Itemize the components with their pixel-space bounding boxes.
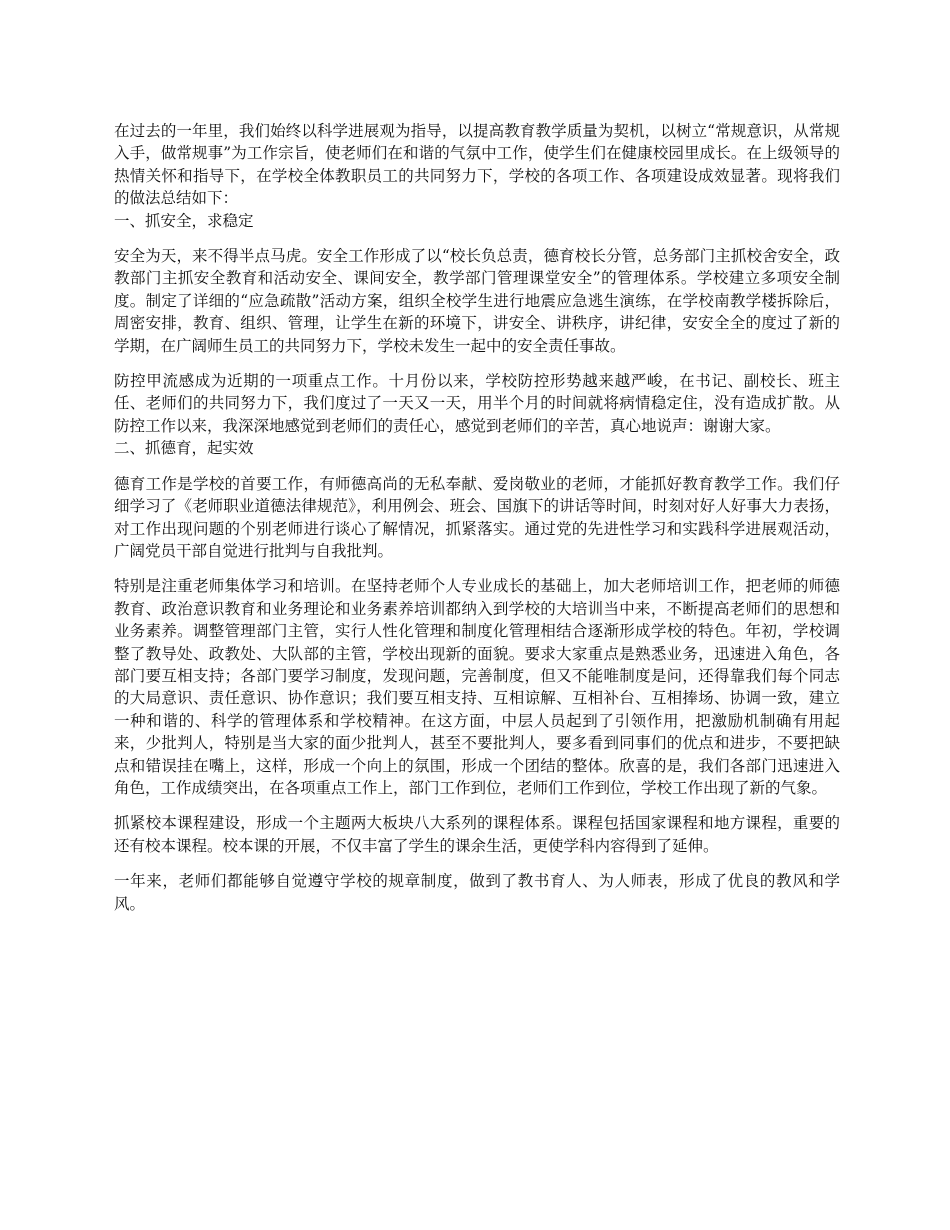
teacher-training-paragraph: 特别是注重老师集体学习和培训。在坚持老师个人专业成长的基础上，加大老师培训工作，把老师的师德教育、政治意识教育和业务理论和业务素养培训都纳入到学校的大培训当中来，不断提高老师们的思想和业务素养。调整管理部门主管，实行人性化管理和制度化管理相结合逐渐形成学校的特色。年初，学校调整了教导处、政教处、大队部的主管，学校出现新的面貌。要求大家重点是熟悉业务，迅速进入角色，各部门要互相支持；各部门要学习制度，发现问题，完善制度，但又不能唯制度是问，还得靠我们每个同志的大局意识、责任意识、协作意识；我们要互相支持、互相谅解、互相补台、互相捧场、协调一致，建立一种和谐的、科学的管理体系和学校精神。在这方面，中层人员起到了引领作用，把激励机制确有用起来，少批判人，特别是当大家的面少批判人，甚至不要批判人，要多看到同事们的优点和进步，不要把缺点和错误挂在嘴上，这样，形成一个向上的氛围，形成一个团结的整体。欣喜的是，我们各部门迅速进入角色，工作成绩突出，在各项重点工作上，部门工作到位，老师们工作到位，学校工作出现了新的气象。 bbox=[114, 577, 840, 797]
section-heading-moral-education: 二、抓德育，起实效 bbox=[114, 439, 254, 458]
section-heading-safety: 一、抓安全，求稳定 bbox=[114, 211, 254, 230]
safety-paragraph: 安全为天，来不得半点马虎。安全工作形成了以“校长负总责，德育校长分管，总务部门主抓校舍安全，政教部门主抓安全教育和活动安全、课间安全，教学部门管理课堂安全”的管理体系。学校建立多项安全制度。制定了详细的“应急疏散”活动方案，组织全校学生进行地震应急逃生演练，在学校南教学楼拆除后，周密安排，教育、组织、管理，让学生在新的环境下，讲安全、讲秩序，讲纪律，安安全全的度过了新的学期，在广阔师生员工的共同努力下，学校未发生一起中的安全责任事故。 bbox=[114, 247, 840, 355]
flu-prevention-paragraph: 防控甲流感成为近期的一项重点工作。十月份以来，学校防控形势越来越严峻，在书记、副校长、班主任、老师们的共同努力下，我们度过了一天又一天，用半个月的时间就将病情稳定住，没有造成扩散。从防控工作以来，我深深地感觉到老师们的责任心，感觉到老师们的辛苦，真心地说声：谢谢大家。 bbox=[114, 372, 840, 435]
moral-education-paragraph: 德育工作是学校的首要工作，有师德高尚的无私奉献、爱岗敬业的老师，才能抓好教育教学工作。我们仔细学习了《老师职业道德法律规范》，利用例会、班会、国旗下的讲话等时间，时刻对好人好事大力表扬，对工作出现问题的个别老师进行谈心了解情况，抓紧落实。通过党的先进性学习和实践科学进展观活动，广阔党员干部自觉进行批判与自我批判。 bbox=[114, 474, 840, 560]
intro-paragraph: 在过去的一年里，我们始终以科学进展观为指导，以提高教育教学质量为契机，以树立“常规意识，从常规入手，做常规事”为工作宗旨，使老师们在和谐的气氛中工作，使学生们在健康校园里成长。在上级领导的热情关怀和指导下，在学校全体教职员工的共同努力下，学校的各项工作、各项建设成效显著。现将我们的做法总结如下： bbox=[114, 122, 840, 208]
discipline-paragraph: 一年来，老师们都能够自觉遵守学校的规章制度，做到了教书育人、为人师表，形成了优良的教风和学风。 bbox=[114, 872, 840, 913]
school-curriculum-paragraph: 抓紧校本课程建设，形成一个主题两大板块八大系列的课程体系。课程包括国家课程和地方课程，重要的还有校本课程。校本课的开展，不仅丰富了学生的课余生活，更使学科内容得到了延伸。 bbox=[114, 814, 840, 855]
document-page bbox=[114, 120, 840, 915]
